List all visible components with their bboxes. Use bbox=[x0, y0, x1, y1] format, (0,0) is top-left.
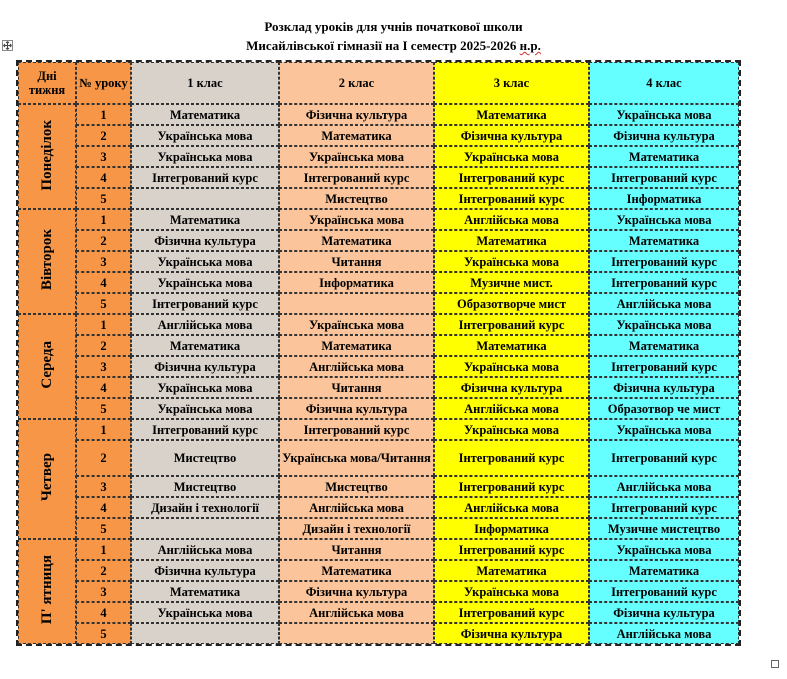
lesson-number-cell: 5 bbox=[76, 518, 131, 539]
lesson-number-cell: 4 bbox=[76, 377, 131, 398]
lesson-number-cell: 5 bbox=[76, 293, 131, 314]
class-1-cell: Українська мова bbox=[131, 146, 279, 167]
class-2-cell: Інтегрований курс bbox=[279, 419, 434, 440]
day-cell bbox=[18, 314, 76, 419]
class-4-cell: Фізична культура bbox=[589, 125, 739, 146]
class-4-cell: Інтегрований курс bbox=[589, 356, 739, 377]
class-2-cell: Читання bbox=[279, 251, 434, 272]
header-row bbox=[18, 62, 739, 104]
lesson-number-cell: 3 bbox=[76, 146, 131, 167]
day-cell bbox=[18, 419, 76, 539]
table-row bbox=[18, 335, 739, 356]
table-row bbox=[18, 146, 739, 167]
class-1-cell: Дизайн і технології bbox=[131, 497, 279, 518]
class-3-cell: Фізична культура bbox=[434, 125, 589, 146]
class-3-cell: Українська мова bbox=[434, 581, 589, 602]
class-4-cell: Фізична культура bbox=[589, 377, 739, 398]
class-4-cell: Образотвор че мист bbox=[589, 398, 739, 419]
class-3-cell: Інтегрований курс bbox=[434, 440, 589, 476]
header-lesson-number: № уроку bbox=[76, 62, 131, 104]
lesson-number-cell: 5 bbox=[76, 398, 131, 419]
table-row bbox=[18, 188, 739, 209]
class-2-cell: Англійська мова bbox=[279, 602, 434, 623]
table-row bbox=[18, 602, 739, 623]
class-2-cell: Читання bbox=[279, 377, 434, 398]
class-2-cell: Фізична культура bbox=[279, 104, 434, 125]
day-name: Понеділок bbox=[39, 119, 55, 191]
day-cell bbox=[18, 209, 76, 314]
class-4-cell: Українська мова bbox=[589, 209, 739, 230]
class-4-cell: Музичне мистецтво bbox=[589, 518, 739, 539]
schedule-table bbox=[16, 60, 741, 646]
class-1-cell: Математика bbox=[131, 209, 279, 230]
table-row bbox=[18, 419, 739, 440]
lesson-number-cell: 5 bbox=[76, 623, 131, 644]
class-4-cell: Математика bbox=[589, 230, 739, 251]
table-row bbox=[18, 518, 739, 539]
class-3-cell: Інтегрований курс bbox=[434, 188, 589, 209]
class-2-cell bbox=[279, 293, 434, 314]
table-row bbox=[18, 476, 739, 497]
class-2-cell: Українська мова bbox=[279, 209, 434, 230]
class-3-cell: Образотворче мист bbox=[434, 293, 589, 314]
class-3-cell: Фізична культура bbox=[434, 377, 589, 398]
table-row bbox=[18, 623, 739, 644]
class-1-cell: Інтегрований курс bbox=[131, 419, 279, 440]
class-3-cell: Українська мова bbox=[434, 251, 589, 272]
document-title-line-2 bbox=[0, 38, 787, 54]
lesson-number-cell: 4 bbox=[76, 497, 131, 518]
class-3-cell: Англійська мова bbox=[434, 398, 589, 419]
header-day: Дні тижня bbox=[18, 62, 76, 104]
day-name: П' ятниця bbox=[39, 555, 55, 625]
class-4-cell: Математика bbox=[589, 146, 739, 167]
table-row bbox=[18, 293, 739, 314]
class-4-cell: Англійська мова bbox=[589, 623, 739, 644]
class-1-cell: Фізична культура bbox=[131, 230, 279, 251]
class-3-cell: Фізична культура bbox=[434, 623, 589, 644]
class-4-cell: Інтегрований курс bbox=[589, 497, 739, 518]
class-4-cell: Інтегрований курс bbox=[589, 581, 739, 602]
day-name: Четвер bbox=[39, 453, 55, 502]
lesson-number-cell: 4 bbox=[76, 167, 131, 188]
table-row bbox=[18, 104, 739, 125]
table-row bbox=[18, 377, 739, 398]
class-3-cell: Інтегрований курс bbox=[434, 314, 589, 335]
class-3-cell: Музичне мист. bbox=[434, 272, 589, 293]
class-1-cell bbox=[131, 188, 279, 209]
class-3-cell: Математика bbox=[434, 104, 589, 125]
class-4-cell: Українська мова bbox=[589, 539, 739, 560]
table-row bbox=[18, 581, 739, 602]
class-2-cell: Фізична культура bbox=[279, 581, 434, 602]
table-row bbox=[18, 314, 739, 335]
class-2-cell: Українська мова/Читання bbox=[279, 440, 434, 476]
class-3-cell: Українська мова bbox=[434, 419, 589, 440]
header-class-2: 2 клас bbox=[279, 62, 434, 104]
class-2-cell: Математика bbox=[279, 335, 434, 356]
class-4-cell: Англійська мова bbox=[589, 293, 739, 314]
lesson-number-cell: 1 bbox=[76, 209, 131, 230]
lesson-number-cell: 2 bbox=[76, 560, 131, 581]
class-3-cell: Математика bbox=[434, 335, 589, 356]
table-row bbox=[18, 356, 739, 377]
class-2-cell: Математика bbox=[279, 560, 434, 581]
class-2-cell: Дизайн і технології bbox=[279, 518, 434, 539]
lesson-number-cell: 1 bbox=[76, 104, 131, 125]
lesson-number-cell: 4 bbox=[76, 272, 131, 293]
class-3-cell: Інтегрований курс bbox=[434, 476, 589, 497]
class-4-cell: Українська мова bbox=[589, 314, 739, 335]
class-1-cell bbox=[131, 623, 279, 644]
table-row bbox=[18, 209, 739, 230]
class-4-cell: Інтегрований курс bbox=[589, 272, 739, 293]
class-3-cell: Англійська мова bbox=[434, 209, 589, 230]
class-3-cell: Математика bbox=[434, 230, 589, 251]
header-class-4: 4 клас bbox=[589, 62, 739, 104]
class-1-cell: Мистецтво bbox=[131, 440, 279, 476]
class-2-cell: Інформатика bbox=[279, 272, 434, 293]
class-1-cell: Англійська мова bbox=[131, 539, 279, 560]
class-1-cell: Англійська мова bbox=[131, 314, 279, 335]
table-row bbox=[18, 398, 739, 419]
class-3-cell: Англійська мова bbox=[434, 497, 589, 518]
class-3-cell: Математика bbox=[434, 560, 589, 581]
lesson-number-cell: 2 bbox=[76, 440, 131, 476]
day-cell bbox=[18, 104, 76, 209]
class-2-cell: Мистецтво bbox=[279, 188, 434, 209]
class-2-cell: Українська мова bbox=[279, 146, 434, 167]
class-2-cell: Інтегрований курс bbox=[279, 167, 434, 188]
class-3-cell: Українська мова bbox=[434, 356, 589, 377]
table-row bbox=[18, 125, 739, 146]
lesson-number-cell: 1 bbox=[76, 314, 131, 335]
title-line-2-suffix: н.р. bbox=[519, 38, 541, 53]
lesson-number-cell: 1 bbox=[76, 419, 131, 440]
class-1-cell: Українська мова bbox=[131, 377, 279, 398]
class-4-cell: Українська мова bbox=[589, 104, 739, 125]
class-3-cell: Інформатика bbox=[434, 518, 589, 539]
class-4-cell: Фізична культура bbox=[589, 602, 739, 623]
class-1-cell: Українська мова bbox=[131, 125, 279, 146]
day-name: Середа bbox=[39, 341, 55, 389]
class-4-cell: Математика bbox=[589, 560, 739, 581]
table-resize-handle[interactable] bbox=[771, 660, 779, 668]
table-row bbox=[18, 539, 739, 560]
class-3-cell: Інтегрований курс bbox=[434, 539, 589, 560]
header-class-3: 3 клас bbox=[434, 62, 589, 104]
class-4-cell: Інтегрований курс bbox=[589, 440, 739, 476]
table-row bbox=[18, 167, 739, 188]
table-row bbox=[18, 560, 739, 581]
table-row bbox=[18, 230, 739, 251]
class-1-cell: Українська мова bbox=[131, 398, 279, 419]
class-1-cell: Українська мова bbox=[131, 272, 279, 293]
day-cell bbox=[18, 539, 76, 644]
lesson-number-cell: 2 bbox=[76, 125, 131, 146]
lesson-number-cell: 2 bbox=[76, 335, 131, 356]
class-1-cell: Математика bbox=[131, 104, 279, 125]
table-row bbox=[18, 272, 739, 293]
class-4-cell: Математика bbox=[589, 335, 739, 356]
lesson-number-cell: 3 bbox=[76, 581, 131, 602]
class-4-cell: Англійська мова bbox=[589, 476, 739, 497]
table-row bbox=[18, 497, 739, 518]
lesson-number-cell: 4 bbox=[76, 602, 131, 623]
class-3-cell: Українська мова bbox=[434, 146, 589, 167]
class-1-cell: Українська мова bbox=[131, 251, 279, 272]
class-3-cell: Інтегрований курс bbox=[434, 167, 589, 188]
class-2-cell bbox=[279, 623, 434, 644]
class-1-cell: Інтегрований курс bbox=[131, 167, 279, 188]
lesson-number-cell: 3 bbox=[76, 251, 131, 272]
class-4-cell: Українська мова bbox=[589, 419, 739, 440]
class-4-cell: Інтегрований курс bbox=[589, 167, 739, 188]
class-4-cell: Інтегрований курс bbox=[589, 251, 739, 272]
class-2-cell: Англійська мова bbox=[279, 497, 434, 518]
header-class-1: 1 клас bbox=[131, 62, 279, 104]
title-line-2-prefix: Мисайлівської гімназії на І семестр 2025-2026 bbox=[246, 38, 520, 53]
document-title-line-1: Розклад уроків для учнів початкової школи bbox=[264, 19, 523, 34]
day-name: Вівторок bbox=[39, 229, 55, 291]
class-1-cell bbox=[131, 518, 279, 539]
lesson-number-cell: 2 bbox=[76, 230, 131, 251]
class-3-cell: Інтегрований курс bbox=[434, 602, 589, 623]
class-1-cell: Українська мова bbox=[131, 602, 279, 623]
class-1-cell: Фізична культура bbox=[131, 560, 279, 581]
class-1-cell: Мистецтво bbox=[131, 476, 279, 497]
class-1-cell: Математика bbox=[131, 581, 279, 602]
class-2-cell: Математика bbox=[279, 230, 434, 251]
class-1-cell: Математика bbox=[131, 335, 279, 356]
class-2-cell: Математика bbox=[279, 125, 434, 146]
lesson-number-cell: 1 bbox=[76, 539, 131, 560]
class-2-cell: Українська мова bbox=[279, 314, 434, 335]
table-row bbox=[18, 440, 739, 476]
lesson-number-cell: 3 bbox=[76, 356, 131, 377]
class-1-cell: Інтегрований курс bbox=[131, 293, 279, 314]
table-row bbox=[18, 251, 739, 272]
class-2-cell: Читання bbox=[279, 539, 434, 560]
class-2-cell: Фізична культура bbox=[279, 398, 434, 419]
class-2-cell: Мистецтво bbox=[279, 476, 434, 497]
lesson-number-cell: 3 bbox=[76, 476, 131, 497]
lesson-number-cell: 5 bbox=[76, 188, 131, 209]
class-4-cell: Інформатика bbox=[589, 188, 739, 209]
class-2-cell: Англійська мова bbox=[279, 356, 434, 377]
class-1-cell: Фізична культура bbox=[131, 356, 279, 377]
